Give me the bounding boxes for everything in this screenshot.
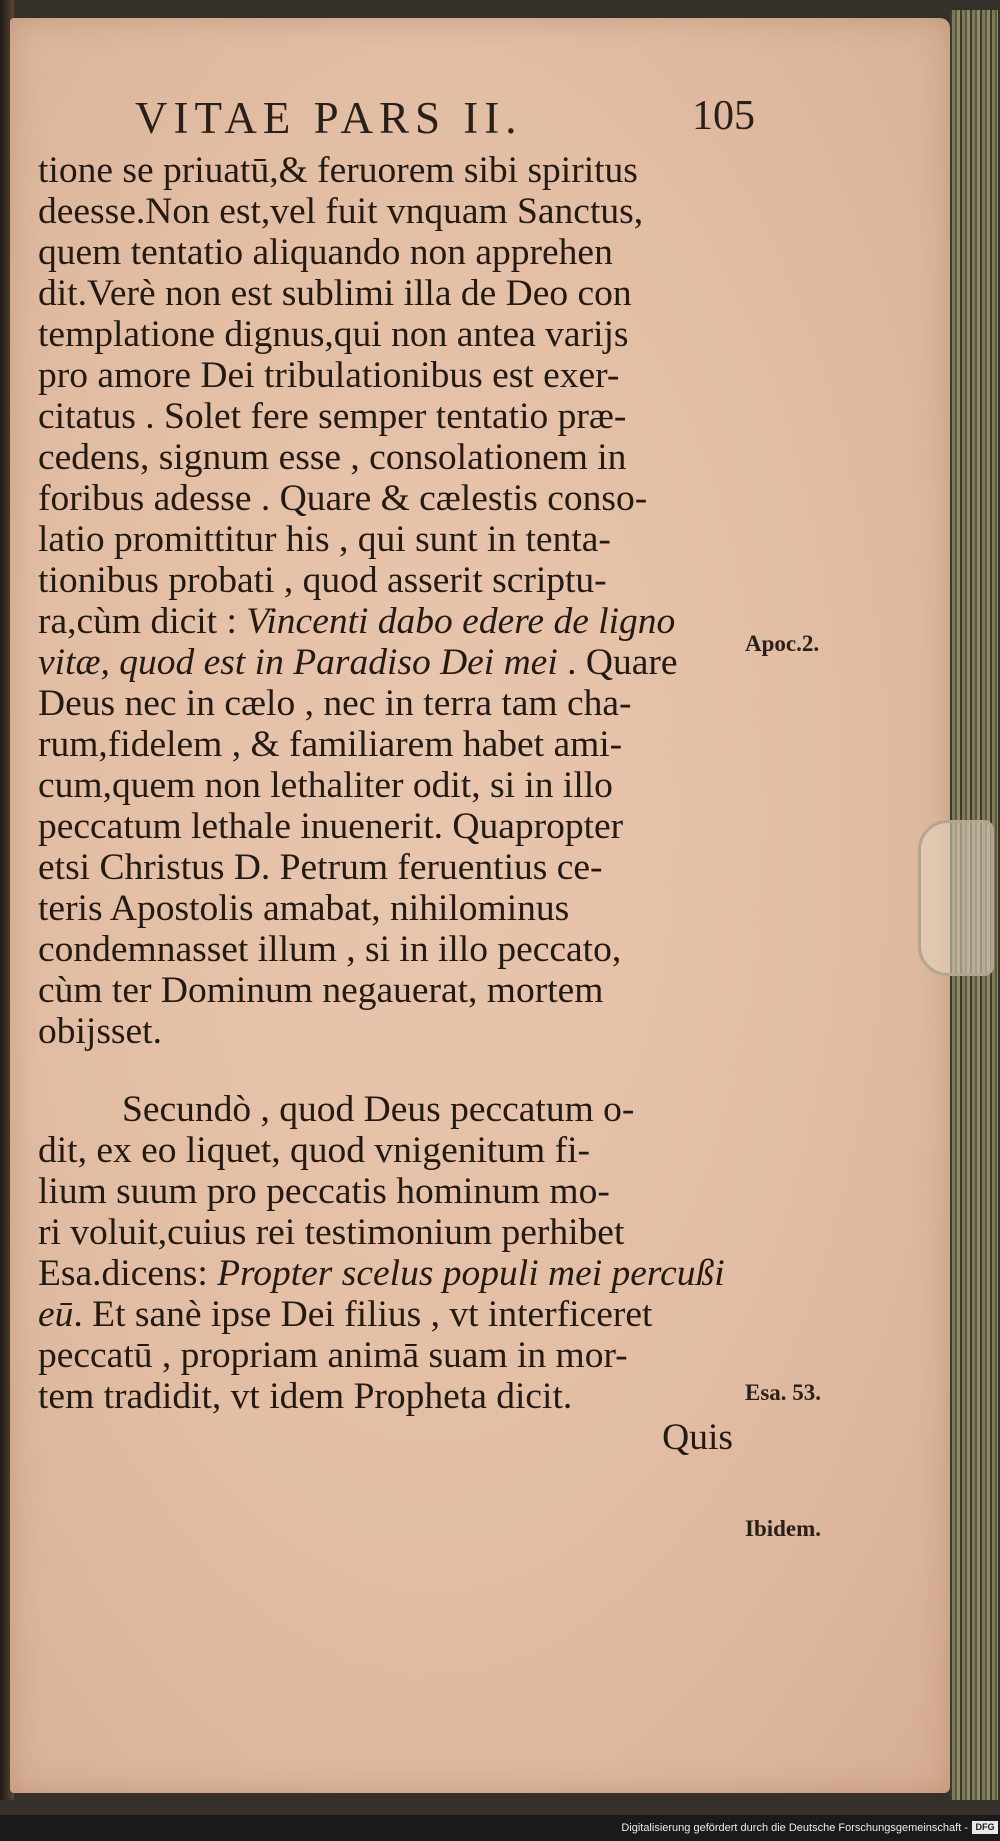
line-text: tem tradidit, vt idem Propheta dicit. xyxy=(38,1376,573,1417)
text-line xyxy=(38,642,743,683)
line-text: Quis xyxy=(662,1417,733,1458)
scripture-quote: eū xyxy=(38,1294,74,1335)
margin-note-esa: Esa. 53. xyxy=(745,1380,822,1405)
line-text: lium suum pro peccatis hominum mo- xyxy=(38,1171,610,1212)
digitization-credit: Digitalisierung gefördert durch die Deutsche Forschungsgemeinschaft - xyxy=(621,1822,968,1834)
text-line xyxy=(38,683,743,724)
text-line xyxy=(38,1171,743,1212)
page-clip xyxy=(918,820,994,976)
text-line xyxy=(38,478,743,519)
line-text: pro amore Dei tribulationibus est exer- xyxy=(38,355,620,396)
line-text: . Quare xyxy=(557,642,678,683)
text-line xyxy=(38,806,743,847)
page-header xyxy=(135,92,755,150)
text-line xyxy=(38,1376,743,1417)
line-text: latio promittitur his , qui sunt in tenta- xyxy=(38,519,611,560)
line-text: etsi Christus D. Petrum feruentius ce- xyxy=(38,847,603,888)
line-text: Secundò , quod Deus peccatum o- xyxy=(122,1089,635,1130)
text-line xyxy=(38,191,743,232)
text-line xyxy=(38,1253,743,1294)
text-line xyxy=(38,1212,743,1253)
text-line xyxy=(38,232,743,273)
text-line xyxy=(38,355,743,396)
text-line xyxy=(38,847,743,888)
dfg-logo: DFG xyxy=(972,1821,998,1834)
text-line xyxy=(38,888,743,929)
line-text: dit, ex eo liquet, quod vnigenitum fi- xyxy=(38,1130,590,1171)
margin-note-ibidem: Ibidem. xyxy=(745,1516,822,1541)
text-line xyxy=(38,437,743,478)
line-text: cùm ter Dominum negauerat, mortem xyxy=(38,970,604,1011)
text-line xyxy=(38,150,743,191)
line-text: tione se priuatū,& feruorem sibi spiritus xyxy=(38,150,638,191)
line-text: peccatum lethale inuenerit. Quapropter xyxy=(38,806,624,847)
line-text: Esa.dicens: xyxy=(38,1253,218,1294)
text-line xyxy=(38,1294,743,1335)
line-text: foribus adesse . Quare & cælestis conso- xyxy=(38,478,648,519)
text-line xyxy=(38,765,743,806)
text-line xyxy=(38,601,743,642)
margin-note-apoc: Apoc.2. xyxy=(745,631,820,656)
text-line xyxy=(38,929,743,970)
text-line xyxy=(38,273,743,314)
line-text: ra,cùm dicit : xyxy=(38,601,247,642)
line-text: teris Apostolis amabat, nihilominus xyxy=(38,888,570,929)
line-text: Deus nec in cælo , nec in terra tam cha- xyxy=(38,683,632,724)
line-text: condemnasset illum , si in illo peccato, xyxy=(38,929,622,970)
line-text: peccatū , propriam animā suam in mor- xyxy=(38,1335,628,1376)
line-text: deesse.Non est,vel fuit vnquam Sanctus, xyxy=(38,191,644,232)
paragraph-gap xyxy=(38,1052,743,1089)
scripture-quote: Propter scelus populi mei percußi xyxy=(217,1253,725,1294)
text-line xyxy=(38,1089,743,1130)
running-title: VITAE PARS II. xyxy=(135,93,523,143)
scripture-quote: vitæ, quod est in Paradiso Dei mei xyxy=(38,642,558,683)
line-text: cum,quem non lethaliter odit, si in illo xyxy=(38,765,613,806)
line-text: templatione dignus,qui non antea varijs xyxy=(38,314,629,355)
text-line xyxy=(38,314,743,355)
line-text: obijsset. xyxy=(38,1011,162,1052)
text-line xyxy=(38,970,743,1011)
line-text: cedens, signum esse , consolationem in xyxy=(38,437,627,478)
text-line xyxy=(38,1417,743,1458)
text-line xyxy=(38,519,743,560)
line-text: tionibus probati , quod asserit scriptu- xyxy=(38,560,607,601)
scripture-quote: Vincenti dabo edere de ligno xyxy=(246,601,676,642)
text-line xyxy=(38,1335,743,1376)
line-text: quem tentatio aliquando non apprehen xyxy=(38,232,613,273)
line-text: ri voluit,cuius rei testimonium perhibet xyxy=(38,1212,625,1253)
page-number: 105 xyxy=(692,93,755,139)
text-line xyxy=(38,1011,743,1052)
body-text xyxy=(38,150,743,1458)
text-line xyxy=(38,560,743,601)
line-text: rum,fidelem , & familiarem habet ami- xyxy=(38,724,623,765)
line-text: dit.Verè non est sublimi illa de Deo con xyxy=(38,273,632,314)
text-line xyxy=(38,1130,743,1171)
line-text: citatus . Solet fere semper tentatio præ- xyxy=(38,396,627,437)
text-line xyxy=(38,396,743,437)
line-text: . Et sanè ipse Dei filius , vt interficeret xyxy=(73,1294,653,1335)
text-line xyxy=(38,724,743,765)
